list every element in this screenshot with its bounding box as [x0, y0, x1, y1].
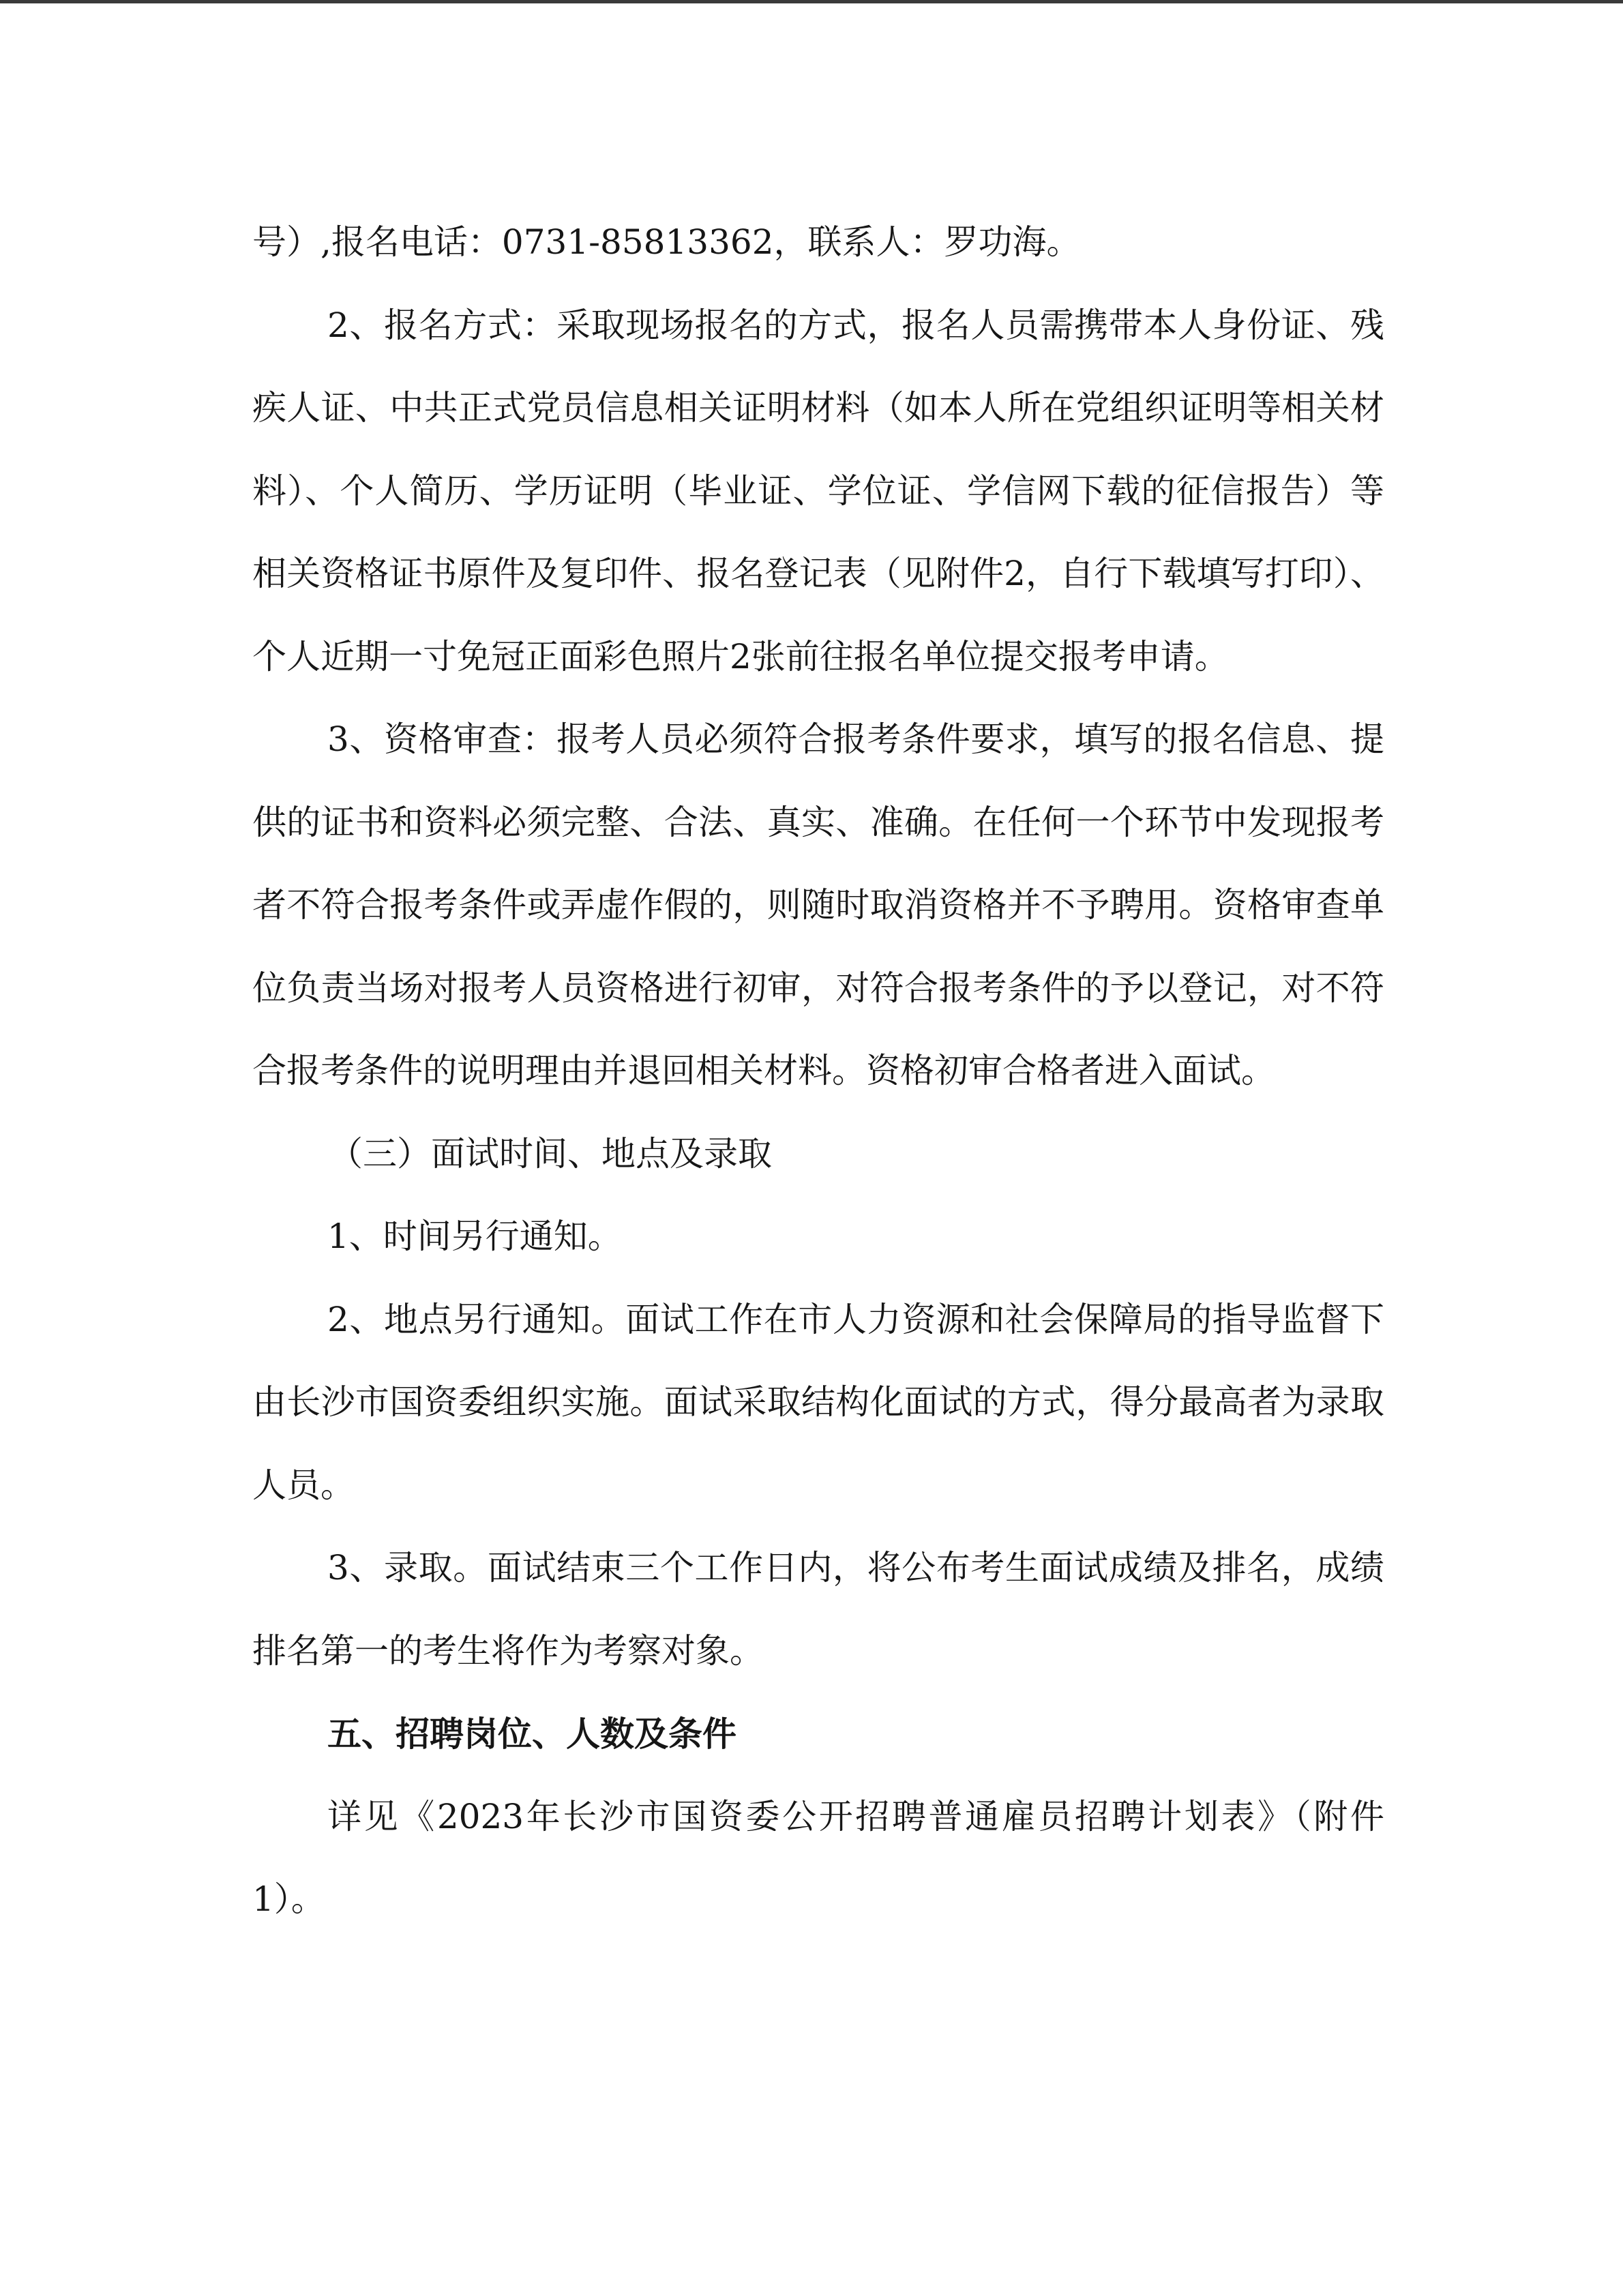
subheading-interview: （三）面试时间、地点及录取: [329, 1133, 772, 1174]
paragraph-interview-location: 2、地点另行通知。面试工作在市人力资源和社会保障局的指导监督下由长沙市国资委组织实施。面试采取结构化面试的方式，得分最高者为录取人员。: [252, 1299, 1384, 1505]
paragraph-admission: 3、录取。面试结束三个工作日内，将公布考生面试成绩及排名，成绩排名第一的考生将作为考察对象。: [252, 1548, 1384, 1671]
section-heading-positions: 五、招聘岗位、人数及条件: [327, 1714, 736, 1754]
paragraph-interview-time: 1、时间另行通知。: [327, 1217, 622, 1256]
document-body: [252, 201, 1384, 1941]
paragraph-qualification-review: 3、资格审查：报考人员必须符合报考条件要求，填写的报名信息、提供的证书和资料必须完整、合法、真实、准确。在任何一个环节中发现报考者不符合报考条件或弄虚作假的，则随时取消资格并不予聘用。资格审查单位负责当场对报考人员资格进行初审，对符合报考条件的予以登记，对不符合报考条件的说明理由并退回相关材料。资格初审合格者进入面试。: [252, 719, 1384, 1090]
paragraph-registration-method: 2、报名方式：采取现场报名的方式，报名人员需携带本人身份证、残疾人证、中共正式党员信息相关证明材料（如本人所在党组织证明等相关材料）、个人简历、学历证明（毕业证、学位证、学信网下载的征信报告）等相关资格证书原件及复印件、报名登记表（见附件2，自行下载填写打印）、个人近期一寸免冠正面彩色照片2张前往报名单位提交报考申请。: [252, 305, 1384, 676]
paragraph-contact-continuation: 号）,报名电话：0731-85813362，联系人：罗功海。: [252, 222, 1081, 262]
paragraph-positions-details: 详见《2023年长沙市国资委公开招聘普通雇员招聘计划表》（附件1）。: [252, 1796, 1384, 1919]
scan-top-edge: [0, 0, 1623, 3]
